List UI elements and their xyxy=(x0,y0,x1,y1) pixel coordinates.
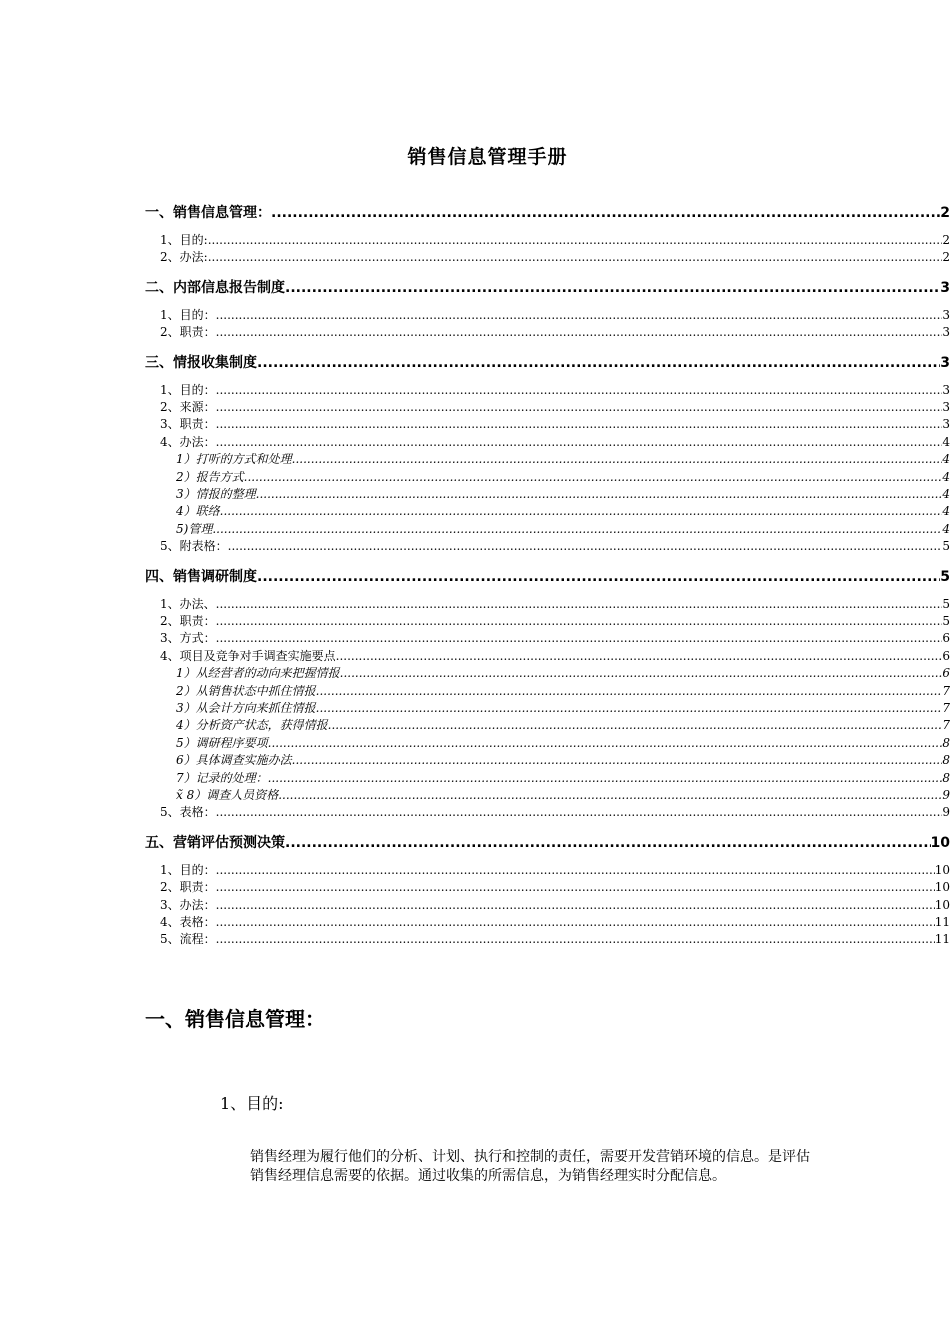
toc-page-number: 4 xyxy=(942,521,950,536)
toc-leader-dots xyxy=(336,649,943,663)
toc-entry[interactable] xyxy=(145,277,950,297)
toc-page-number: 3 xyxy=(942,417,950,432)
toc-page-number: 10 xyxy=(930,834,950,851)
toc-entry[interactable] xyxy=(145,352,950,372)
toc-leader-dots xyxy=(216,435,943,449)
toc-leader-dots xyxy=(216,597,943,611)
toc-entry-label: 5、附表格： xyxy=(160,539,228,554)
toc-entry[interactable] xyxy=(160,323,950,340)
toc-leader-dots xyxy=(220,504,943,518)
toc-entry-label: 3）情报的整理 xyxy=(176,487,256,501)
toc-entry-label: 1）打听的方式和处理 xyxy=(176,452,292,467)
toc-leader-dots xyxy=(216,400,943,414)
toc-entry-label: 6）具体调查实施办法 xyxy=(176,753,292,768)
toc-leader-dots xyxy=(208,250,943,264)
toc-entry-label: 一、销售信息管理： xyxy=(145,205,271,221)
toc-leader-dots xyxy=(292,452,943,466)
toc-entry[interactable] xyxy=(145,202,950,222)
toc-entry[interactable] xyxy=(176,682,950,699)
section-heading: 一、销售信息管理： xyxy=(145,1007,325,1031)
toc-page-number: 10 xyxy=(934,897,950,912)
toc-entry[interactable] xyxy=(160,896,950,913)
toc-entry[interactable] xyxy=(176,502,950,519)
toc-entry[interactable] xyxy=(160,930,950,947)
toc-leader-dots xyxy=(216,308,943,322)
toc-entry[interactable] xyxy=(160,306,950,323)
toc-entry-label: 4）分析资产状态，获得情报 xyxy=(176,718,328,733)
toc-page-number: 2 xyxy=(940,205,950,221)
toc-entry-label: 2、职责： xyxy=(160,614,216,628)
toc-entry-label: 2）报告方式 xyxy=(176,469,244,484)
toc-entry-label: 1、目的： xyxy=(160,307,216,322)
toc-page-number: 5 xyxy=(942,539,950,554)
toc-entry-label: 1、目的: xyxy=(160,233,208,247)
toc-page-number: 10 xyxy=(934,862,950,877)
toc-entry[interactable] xyxy=(160,647,950,664)
toc-page-number: 9 xyxy=(942,788,950,802)
toc-entry[interactable] xyxy=(160,248,950,265)
toc-leader-dots xyxy=(292,753,943,767)
toc-page-number: 10 xyxy=(934,880,950,895)
toc-leader-dots xyxy=(316,684,943,698)
toc-entry[interactable] xyxy=(160,612,950,629)
toc-entry[interactable] xyxy=(160,803,950,820)
toc-entry[interactable] xyxy=(176,450,950,467)
toc-entry[interactable] xyxy=(160,381,950,398)
toc-entry-label: 五、营销评估预测决策 xyxy=(145,834,285,851)
toc-page-number: 2 xyxy=(942,233,950,247)
toc-leader-dots xyxy=(285,280,940,296)
toc-leader-dots xyxy=(316,701,943,715)
toc-entry-label: 1、目的： xyxy=(160,382,216,397)
toc-page-number: 3 xyxy=(942,382,950,397)
toc-entry-label: 2）从销售状态中抓住情报 xyxy=(176,683,316,698)
toc-leader-dots xyxy=(278,788,942,802)
toc-entry-label: x̃ 8）调查人员资格 xyxy=(176,788,279,802)
toc-leader-dots xyxy=(216,898,935,912)
toc-page-number: 6 xyxy=(942,666,950,681)
toc-entry-label: 4、办法： xyxy=(160,434,216,449)
toc-entry-label: 4、表格： xyxy=(160,915,216,929)
toc-entry-label: 二、内部信息报告制度 xyxy=(145,279,285,296)
toc-entry-label: 4）联络 xyxy=(176,504,220,519)
toc-entry-label: 3、办法： xyxy=(160,897,216,912)
toc-entry-label: 2、办法: xyxy=(160,250,208,265)
toc-entry-label: 2、职责： xyxy=(160,880,216,895)
toc-entry[interactable] xyxy=(176,468,950,485)
toc-page-number: 3 xyxy=(942,307,950,322)
toc-entry[interactable] xyxy=(176,751,950,768)
toc-leader-dots xyxy=(216,863,935,877)
toc-page-number: 6 xyxy=(942,648,950,663)
toc-leader-dots xyxy=(244,470,943,484)
toc-entry[interactable] xyxy=(160,878,950,895)
toc-leader-dots xyxy=(268,771,943,785)
toc-page-number: 3 xyxy=(940,279,950,296)
toc-page-number: 4 xyxy=(942,504,950,519)
toc-entry[interactable] xyxy=(176,716,950,733)
toc-entry[interactable] xyxy=(160,537,950,554)
toc-leader-dots xyxy=(216,417,943,431)
toc-page-number: 4 xyxy=(942,434,950,449)
toc-leader-dots xyxy=(271,205,940,221)
toc-page-number: 8 xyxy=(942,753,950,768)
toc-entry-label: 3、方式： xyxy=(160,631,216,646)
toc-entry[interactable] xyxy=(176,485,950,502)
toc-leader-dots xyxy=(212,522,942,536)
toc-page-number: 5 xyxy=(942,614,950,628)
toc-entry[interactable] xyxy=(176,699,950,716)
body-paragraph: 销售经理为履行他们的分析、计划、执行和控制的责任，需要开发营销环境的信息。是评估销售经理信息需要的依据。通过收集的所需信息，为销售经理实时分配信息。 xyxy=(250,1149,810,1184)
toc-entry-label: 四、销售调研制度 xyxy=(145,568,257,585)
toc-entry[interactable] xyxy=(176,664,950,681)
toc-leader-dots xyxy=(268,736,943,750)
toc-leader-dots xyxy=(216,932,935,946)
toc-page-number: 5 xyxy=(942,596,950,611)
toc-leader-dots xyxy=(216,805,943,819)
toc-entry-label: 三、情报收集制度 xyxy=(145,354,257,371)
toc-page-number: 7 xyxy=(942,718,950,733)
toc-page-number: 3 xyxy=(942,325,950,340)
toc-leader-dots xyxy=(216,383,943,397)
toc-entry[interactable] xyxy=(160,398,950,415)
toc-page-number: 3 xyxy=(942,400,950,414)
toc-leader-dots xyxy=(328,718,943,732)
toc-entry[interactable] xyxy=(160,629,950,646)
toc-entry[interactable] xyxy=(176,786,950,803)
toc-leader-dots xyxy=(216,631,943,645)
toc-entry[interactable] xyxy=(176,769,950,786)
toc-leader-dots xyxy=(257,569,940,585)
toc-page-number: 11 xyxy=(934,932,950,947)
toc-leader-dots xyxy=(285,835,931,851)
toc-page-number: 8 xyxy=(942,770,950,785)
toc-entry-label: 2、职责： xyxy=(160,325,216,340)
toc-leader-dots xyxy=(216,614,943,628)
document-title: 销售信息管理手册 xyxy=(407,146,568,168)
toc-leader-dots xyxy=(340,666,943,680)
toc-entry[interactable] xyxy=(160,415,950,432)
toc-entry[interactable] xyxy=(145,566,950,586)
toc-page-number: 6 xyxy=(942,631,950,646)
toc-entry-label: 4、项目及竞争对手调查实施要点 xyxy=(160,648,336,663)
toc-entry[interactable] xyxy=(160,433,950,450)
toc-leader-dots xyxy=(256,487,943,501)
toc-page-number: 5 xyxy=(940,568,950,585)
toc-page-number: 7 xyxy=(942,683,950,698)
toc-entry-label: 3）从会计方向来抓住情报 xyxy=(176,701,316,715)
toc-entry[interactable] xyxy=(145,832,950,852)
toc-leader-dots xyxy=(216,325,943,339)
toc-entry-label: 3、职责： xyxy=(160,417,216,432)
toc-entry[interactable] xyxy=(160,913,950,930)
toc-entry-label: 1）从经营者的动向来把握情报 xyxy=(176,666,340,681)
toc-leader-dots xyxy=(228,539,943,553)
toc-leader-dots xyxy=(208,233,943,247)
toc-entry[interactable] xyxy=(160,595,950,612)
toc-leader-dots xyxy=(216,880,935,894)
toc-entry-label: 1、目的： xyxy=(160,862,216,877)
toc-entry-label: 5）调研程序要项 xyxy=(176,735,268,750)
toc-entry[interactable] xyxy=(176,520,950,537)
toc-entry-label: 7）记录的处理： xyxy=(176,770,268,785)
toc-entry[interactable] xyxy=(176,734,950,751)
toc-page-number: 9 xyxy=(942,805,950,820)
toc-leader-dots xyxy=(216,915,935,929)
toc-entry-label: 5、表格： xyxy=(160,805,216,820)
toc-page-number: 4 xyxy=(942,469,950,484)
toc-page-number: 7 xyxy=(942,701,950,715)
toc-page-number: 4 xyxy=(942,452,950,467)
toc-entry-label: 5、流程： xyxy=(160,932,216,947)
toc-page-number: 8 xyxy=(942,735,950,750)
subsection-heading: 1、目的: xyxy=(220,1094,284,1113)
toc-page-number: 2 xyxy=(942,250,950,265)
toc-entry[interactable] xyxy=(160,861,950,878)
toc-entry-label: 5)管理 xyxy=(176,521,213,536)
toc-leader-dots xyxy=(257,355,940,371)
toc-entry-label: 1、办法、 xyxy=(160,596,216,611)
toc-page-number: 4 xyxy=(942,487,950,501)
toc-entry[interactable] xyxy=(160,231,950,248)
toc-page-number: 3 xyxy=(940,354,950,371)
toc-page-number: 11 xyxy=(934,915,950,929)
toc-entry-label: 2、来源： xyxy=(160,400,216,414)
